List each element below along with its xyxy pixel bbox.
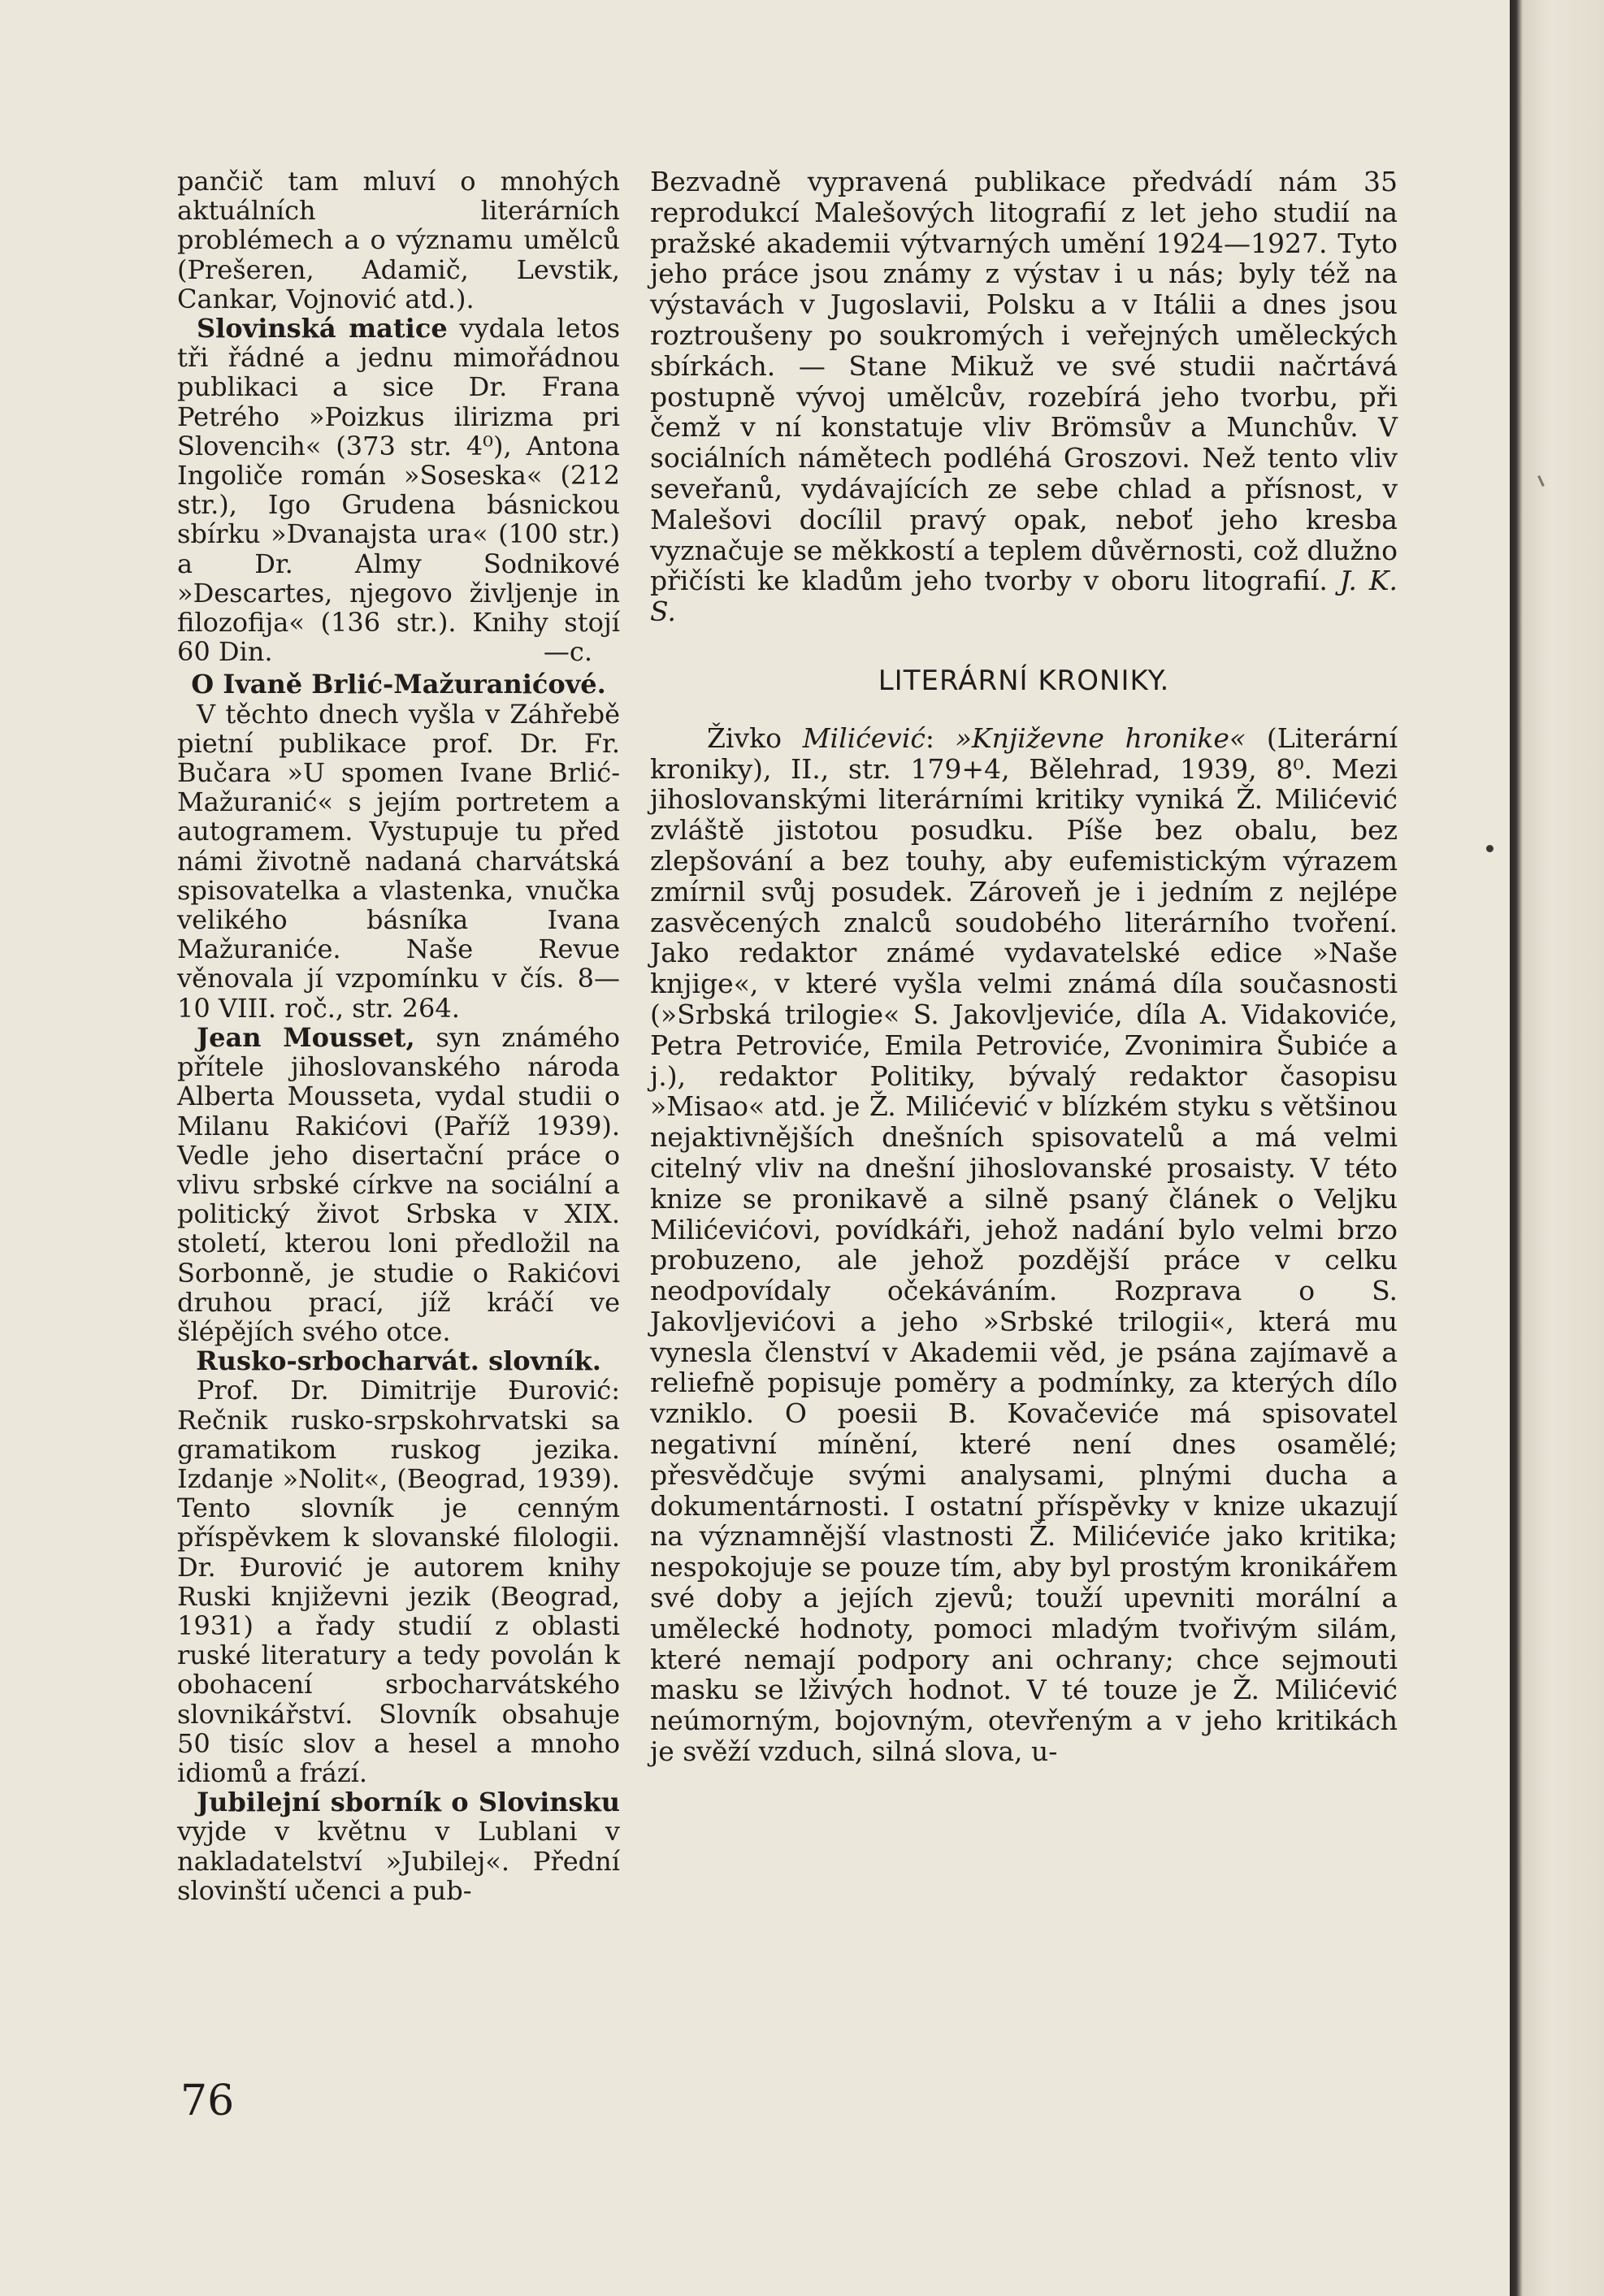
entry-text-mousset: syn známého přítele jihoslovanského národa Alberta Mousseta, vydal studii o Milanu Rakićovi (Paříž 1939). Vedle jeho disertační práce o vlivu srbské církve na sociální a politický život Srbska v XIX. století, kterou loni předložil na Sorbonně, je studie o Rakićovi druhou prací, jíž kráčí ve šlépějích svého otce. [177, 1021, 621, 1347]
left-paragraph-6 [177, 1787, 620, 1905]
entry-title-brlic: O Ivaně Brlić-Mažuranićové. [191, 669, 606, 700]
book-gutter [1510, 0, 1604, 2296]
entry-text-jubilejni: vyjde v květnu v Lublani v nakladatelství »Jubilej«. Přední slovinští učenci a pub- [177, 1816, 620, 1906]
entry-text-slovinska-matice: vydala letos tři řádné a jednu mimořádnou publikaci a sice Dr. Frana Petrého »Poizkus ilirizma pri Slovencih« (373 str. 4⁰), Antona Ingoliče román »Soseska« (212 str.), Igo Grudena básnickou sbírku »Dvanajsta ura« (100 str.) a Dr. Almy Sodnikové »Descartes, njegovo življenje in filozofija« (136 str.). Knihy stojí 60 Din. [177, 313, 621, 668]
left-paragraph-3: V těchto dnech vyšla v Záhřebě pietní publikace prof. Dr. Fr. Bučara »U spomen Ivane Brlić-Mažuranić« s jejím portretem a autogramem. Vystupuje tu před námi životně nadaná charvátská spisovatelka a vlastenka, vnučka velikého básníka Ivana Mažuraniće. Naše Revue věnovala jí vzpomínku v čís. 8—10 VIII. roč., str. 264. [177, 698, 620, 1024]
left-column [177, 167, 620, 1905]
signature-jks: J. K. S. [650, 565, 1398, 628]
review-colon: : [925, 721, 956, 754]
entry-title-slovinska-matice: Slovinská matice [197, 313, 448, 344]
left-paragraph-1: pančič tam mluví o mnohých aktuálních literárních problémech a o významu umělců (Prešeren, Adamič, Levstik, Cankar, Vojnović atd.). [177, 166, 620, 314]
right-paragraph-2 [650, 723, 1398, 1767]
right-column [650, 167, 1398, 1767]
review-book-title: »Književne hronike« [955, 721, 1246, 754]
ink-dot [1486, 845, 1493, 852]
right-paragraph-1 [650, 167, 1398, 627]
page-number: 76 [180, 2077, 235, 2125]
entry-title-jubilejni: Jubilejní sborník o Slovinsku [197, 1787, 620, 1818]
left-paragraph-5: Prof. Dr. Dimitrije Đurović: Rečnik rusko-srpskohrvatski sa gramatikom ruskog jezika. Izdanje »Nolit«, (Beograd, 1939). Tento slovník je cenným příspěvkem k slovanské filologii. Dr. Đurović je autorem knihy Ruski književni jezik (Beograd, 1931) a řady studií z oblasti ruské literatury a tedy povolán k obohacení srbocharvátského slovnikářství. Slovník obsahuje 50 tisíc slov a hesel a mnoho idiomů a frází. [177, 1375, 620, 1788]
entry-title-slovnik: Rusko-srbocharvát. slovník. [196, 1345, 601, 1377]
right-text-1: Bezvadně vypravená publikace předvádí nám 35 reprodukcí Malešových litografií z let jeho studií na pražské akademii výtvarných umění 1924—1927. Tyto jeho práce jsou známy z výstav i u nás; byly též na výstavách v Jugoslavii, Polsku a v Itálii a dnes jsou roztroušeny po soukromých i veřejných uměleckých sbírkách. — Stane Mikuž ve své studii načrtává postupně vývoj umělcův, rozebírá jeho tvorbu, při čemž v ní konstatuje vliv Brömsův a Munchův. V sociálních námětech podléhá Groszovi. Než tento vliv seveřanů, vydávajících ze sebe chlad a přísnost, v Malešovi docílil pravý opak, neboť jeho kresba vyznačuje se měkkostí a teplem důvěrnosti, což dlužno přičísti ke kladům jeho tvorby v oboru litografií. [650, 166, 1398, 597]
section-heading: LITERÁRNÍ KRONIKY. [878, 664, 1170, 697]
signature-c: —c. [543, 636, 592, 668]
review-text: (Literární kroniky), II., str. 179+4, Bělehrad, 1939, 8⁰. Mezi jihoslovanskými literárními kritiky vyniká Ž. Milićević zvláště jistotou posudku. Píše bez obalu, bez zlepšování a bez touhy, aby eufemistickým výrazem zmírnil svůj posudek. Zároveň je i jedním z nejlépe zasvěcených znalců soudobého literárního tvoření. Jako redaktor známé vydavatelské edice »Naše knjige«, v které vyšla velmi známá díla současnosti (»Srbská trilogie« S. Jakovljeviće, díla A. Vidakoviće, Petra Petroviće, Emila Petroviće, Zvonimira Šubiće a j.), redaktor Politiky, bývalý redaktor časopisu »Misao« atd. je Ž. Milićević v blízkém styku s většinou nejaktivnějších dnešních spisovatelů a má velmi citelný vliv na dnešní jihoslovanské prosaisty. V této knize se pronikavě a silně psaný článek o Veljku Milićevićovi, povídkáři, jehož nadání bylo velmi brzo probuzeno, ale jehož pozdější práce v celku neodpovídaly očekáváním. Rozprava o S. Jakovljevićovi a jeho »Srbské trilogii«, která mu vynesla členství v Akademii věd, je psána zajímavě a reliefně popisuje poměry a podmínky, za kterých dílo vzniklo. O poesii B. Kovačeviće má spisovatel negativní mínění, které není dnes osamělé; přesvědčuje svými analysami, plnými ducha a dokumentárnosti. I ostatní příspěvky v knize ukazují na významnější vlastnosti Ž. Milićeviće jako kritika; nespokojuje se pouze tím, aby byl prostým kronikářem své doby a jejích zjevů; touží upevniti morální a umělecké hodnoty, pomoci mladým tvořivým silám, které nemají podpory ani ochrany; chce sejmouti masku se lživých hodnot. V té touze je Ž. Milićević neúmorným, bojovným, otevřeným a v jeho kritikách je svěží vzduch, silná slova, u- [650, 721, 1398, 1768]
entry-title-mousset: Jean Mousset, [197, 1021, 415, 1053]
review-lead: Živko [707, 721, 803, 754]
left-paragraph-4 [177, 1023, 620, 1346]
left-paragraph-2 [177, 314, 620, 666]
review-author: Milićević [802, 721, 926, 754]
